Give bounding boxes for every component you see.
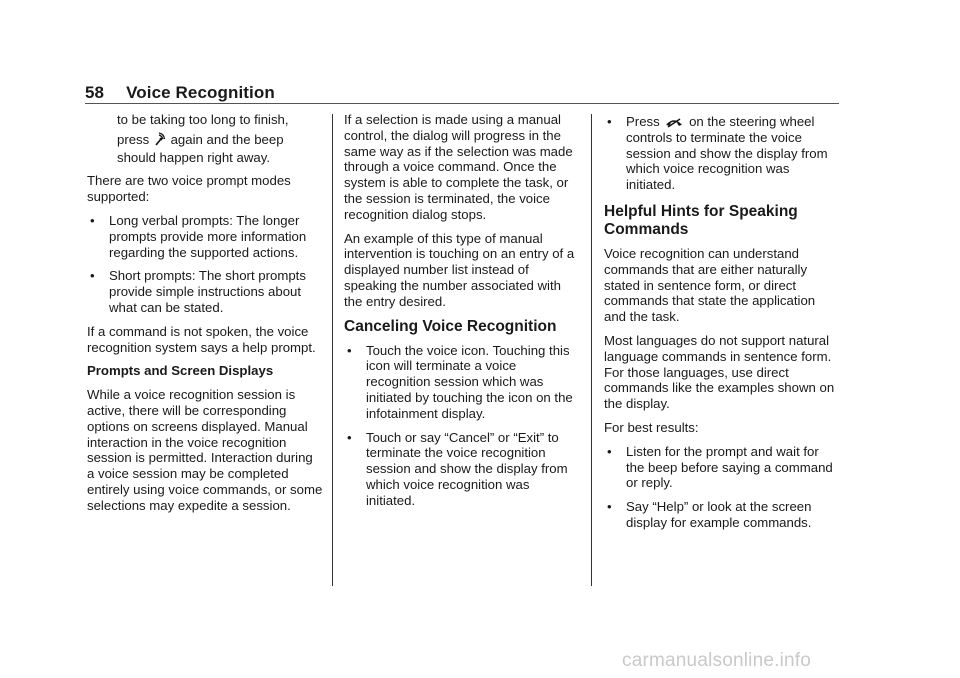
bullet-text: Listen for the prompt and wait for the beep before saying a command or reply. bbox=[626, 443, 833, 491]
manual-control-paragraph: If a selection is made using a manual control, the dialog will progress in the same way as if the selection was made through a voice command. Once the system is able to complete the task, or the session is terminated, the voice recognition dialog stops. bbox=[344, 112, 573, 222]
list-item bbox=[604, 114, 840, 193]
voice-prompt-intro: There are two voice prompt modes supported: bbox=[87, 173, 291, 205]
bullet-dot: • bbox=[347, 429, 352, 445]
prompts-paragraph: While a voice recognition session is active, there will be corresponding options on screens displayed. Manual interaction in the voice recognition session is permitted. Interaction during a voice session may be completed entirely using voice commands, or some selections may expedite a session. bbox=[87, 387, 323, 513]
continued-line-1: to be taking too long to finish, bbox=[117, 112, 289, 127]
helpful-hints-heading: Helpful Hints for Speaking Commands bbox=[604, 202, 798, 238]
bullet-dot: • bbox=[607, 499, 612, 515]
continued-bullet bbox=[87, 112, 323, 165]
list-item bbox=[344, 343, 580, 422]
section-title: Voice Recognition bbox=[126, 83, 275, 102]
end-call-icon bbox=[665, 116, 683, 128]
header-rule bbox=[85, 103, 839, 104]
list-item bbox=[604, 444, 840, 491]
press-label: Press bbox=[626, 114, 660, 129]
list-item bbox=[344, 430, 580, 509]
bullet-text: Long verbal prompts: The longer prompts provide more information regarding the supported actions. bbox=[109, 212, 307, 260]
help-prompt-text: If a command is not spoken, the voice recognition system says a help prompt. bbox=[87, 323, 316, 355]
bullet-text: Short prompts: The short prompts provide simple instructions about what can be stated. bbox=[109, 268, 306, 315]
column-divider-1 bbox=[332, 114, 333, 586]
list-item bbox=[87, 213, 323, 260]
page-number: 58 bbox=[85, 83, 105, 102]
bullet-text: Touch the voice icon. Touching this icon will terminate a voice recognition session which was initiated by touching the icon on the infotainment display. bbox=[366, 342, 573, 421]
bullet-dot: • bbox=[90, 268, 95, 284]
continued-line-2: again and the beep bbox=[170, 131, 284, 147]
column-3 bbox=[604, 114, 840, 539]
best-results-label: For best results: bbox=[604, 419, 699, 435]
languages-paragraph: Most languages do not support natural language commands in sentence form. For those languages, use direct commands like the examples shown on the display. bbox=[604, 332, 835, 412]
voice-recognition-paragraph: Voice recognition can understand commands that are either naturally stated in sentence form, or direct commands that state the application and the task. bbox=[604, 245, 816, 325]
bullet-text: Touch or say “Cancel” or “Exit” to terminate the voice recognition session and show the display from which voice recognition was initiated. bbox=[366, 429, 568, 508]
bullet-text: on the steering wheel controls to terminate the voice session and show the display from which voice recognition was initiated. bbox=[626, 114, 828, 193]
list-item bbox=[604, 499, 840, 531]
list-item bbox=[87, 268, 323, 315]
bullet-text: Say “Help” or look at the screen display for example commands. bbox=[626, 499, 812, 530]
bullet-dot: • bbox=[90, 212, 95, 228]
column-divider-2 bbox=[591, 114, 592, 586]
continued-line-3: should happen right away. bbox=[117, 149, 270, 165]
bullet-dot: • bbox=[607, 114, 612, 129]
press-label: press bbox=[117, 131, 150, 147]
watermark: carmanualsonline.info bbox=[622, 650, 812, 671]
page-header bbox=[85, 83, 275, 103]
bullet-dot: • bbox=[347, 342, 352, 358]
manual-intervention-paragraph: An example of this type of manual intervention is touching on an entry of a displayed number list instead of speaking the number associated with the entry desired. bbox=[344, 230, 575, 309]
voice-command-icon bbox=[155, 132, 165, 146]
column-1 bbox=[87, 112, 323, 522]
canceling-heading: Canceling Voice Recognition bbox=[344, 317, 557, 335]
bullet-dot: • bbox=[607, 443, 612, 459]
column-2 bbox=[344, 112, 580, 517]
prompts-subheading: Prompts and Screen Displays bbox=[87, 363, 274, 379]
